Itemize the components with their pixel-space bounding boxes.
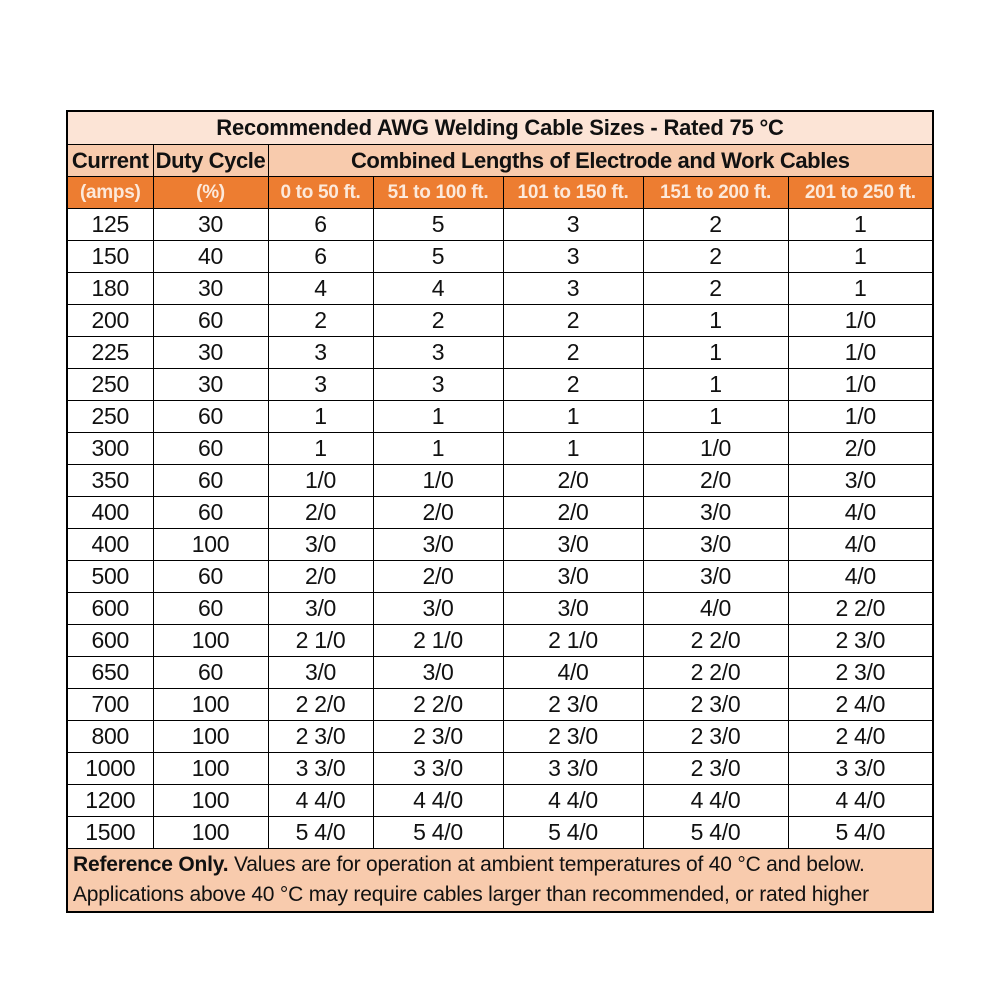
duty-cycle-cell: 30 bbox=[153, 273, 268, 305]
percent-unit-header: (%) bbox=[153, 177, 268, 209]
table-row bbox=[67, 209, 933, 241]
cable-size-cell: 3/0 bbox=[268, 657, 373, 689]
table-row bbox=[67, 753, 933, 785]
table-row bbox=[67, 273, 933, 305]
cable-size-cell: 3/0 bbox=[788, 465, 933, 497]
cable-size-cell: 1 bbox=[643, 401, 788, 433]
cable-size-cell: 3 bbox=[503, 209, 643, 241]
table-title-row bbox=[67, 111, 933, 145]
footnote-text: Values are for operation at ambient temperatures of 40 °C and below. Applications above 40 °C may require cables larger than recommended, or rated higher bbox=[73, 853, 869, 906]
cable-size-cell: 5 4/0 bbox=[643, 817, 788, 849]
table-title: Recommended AWG Welding Cable Sizes - Rated 75 °C bbox=[67, 111, 933, 145]
cable-size-cell: 1 bbox=[268, 433, 373, 465]
cable-size-cell: 3/0 bbox=[643, 529, 788, 561]
cable-size-cell: 2 2/0 bbox=[643, 657, 788, 689]
cable-size-cell: 2 3/0 bbox=[788, 657, 933, 689]
current-cell: 250 bbox=[67, 369, 153, 401]
table-header bbox=[67, 111, 933, 209]
cable-size-cell: 1/0 bbox=[643, 433, 788, 465]
duty-cycle-cell: 100 bbox=[153, 721, 268, 753]
current-cell: 180 bbox=[67, 273, 153, 305]
cable-size-cell: 2 3/0 bbox=[503, 689, 643, 721]
current-cell: 600 bbox=[67, 625, 153, 657]
cable-size-cell: 5 bbox=[373, 209, 503, 241]
duty-cycle-cell: 60 bbox=[153, 497, 268, 529]
cable-size-cell: 1 bbox=[643, 337, 788, 369]
cable-size-cell: 1/0 bbox=[788, 369, 933, 401]
cable-size-cell: 4 4/0 bbox=[643, 785, 788, 817]
table-row bbox=[67, 529, 933, 561]
current-column-header: Current bbox=[67, 145, 153, 177]
cable-size-cell: 2 bbox=[643, 241, 788, 273]
current-cell: 400 bbox=[67, 497, 153, 529]
table-row bbox=[67, 785, 933, 817]
cable-size-cell: 3/0 bbox=[268, 593, 373, 625]
footnote-bold-label: Reference Only. bbox=[73, 853, 229, 876]
cable-size-cell: 4/0 bbox=[788, 529, 933, 561]
cable-size-cell: 1 bbox=[788, 273, 933, 305]
combined-lengths-header: Combined Lengths of Electrode and Work Cables bbox=[268, 145, 933, 177]
table-row bbox=[67, 657, 933, 689]
cable-size-cell: 4 4/0 bbox=[373, 785, 503, 817]
table-body bbox=[67, 209, 933, 849]
cable-size-cell: 2/0 bbox=[373, 561, 503, 593]
duty-cycle-cell: 100 bbox=[153, 689, 268, 721]
cable-size-cell: 3 3/0 bbox=[268, 753, 373, 785]
current-cell: 125 bbox=[67, 209, 153, 241]
cable-size-cell: 2/0 bbox=[268, 497, 373, 529]
table-row bbox=[67, 497, 933, 529]
duty-cycle-cell: 100 bbox=[153, 625, 268, 657]
cable-size-cell: 4/0 bbox=[503, 657, 643, 689]
current-cell: 500 bbox=[67, 561, 153, 593]
cable-size-cell: 1/0 bbox=[268, 465, 373, 497]
cable-size-cell: 3 bbox=[373, 369, 503, 401]
table-row bbox=[67, 689, 933, 721]
duty-cycle-cell: 100 bbox=[153, 529, 268, 561]
cable-size-cell: 3/0 bbox=[373, 657, 503, 689]
cable-size-cell: 2 1/0 bbox=[373, 625, 503, 657]
cable-size-cell: 3/0 bbox=[643, 561, 788, 593]
duty-cycle-cell: 30 bbox=[153, 369, 268, 401]
current-cell: 1200 bbox=[67, 785, 153, 817]
table-row bbox=[67, 401, 933, 433]
duty-cycle-cell: 100 bbox=[153, 785, 268, 817]
cable-size-cell: 5 4/0 bbox=[788, 817, 933, 849]
current-cell: 700 bbox=[67, 689, 153, 721]
cable-size-cell: 2 bbox=[503, 305, 643, 337]
current-cell: 150 bbox=[67, 241, 153, 273]
cable-size-cell: 3/0 bbox=[503, 593, 643, 625]
duty-cycle-cell: 30 bbox=[153, 337, 268, 369]
awg-cable-size-table bbox=[66, 110, 934, 913]
cable-size-cell: 2 3/0 bbox=[788, 625, 933, 657]
table-row bbox=[67, 561, 933, 593]
cable-size-cell: 4/0 bbox=[788, 561, 933, 593]
current-cell: 350 bbox=[67, 465, 153, 497]
cable-size-cell: 2 1/0 bbox=[268, 625, 373, 657]
cable-size-cell: 2 bbox=[503, 337, 643, 369]
current-cell: 600 bbox=[67, 593, 153, 625]
current-cell: 200 bbox=[67, 305, 153, 337]
duty-cycle-cell: 60 bbox=[153, 305, 268, 337]
cable-size-cell: 4 4/0 bbox=[788, 785, 933, 817]
cable-size-cell: 2 4/0 bbox=[788, 721, 933, 753]
duty-cycle-cell: 40 bbox=[153, 241, 268, 273]
duty-cycle-column-header: Duty Cycle bbox=[153, 145, 268, 177]
duty-cycle-cell: 60 bbox=[153, 657, 268, 689]
footnote-row bbox=[67, 849, 933, 913]
cable-size-cell: 6 bbox=[268, 209, 373, 241]
cable-size-cell: 2 3/0 bbox=[643, 753, 788, 785]
duty-cycle-cell: 60 bbox=[153, 465, 268, 497]
cable-size-cell: 2 3/0 bbox=[643, 721, 788, 753]
current-cell: 650 bbox=[67, 657, 153, 689]
cable-size-cell: 2/0 bbox=[643, 465, 788, 497]
cable-size-cell: 1 bbox=[643, 305, 788, 337]
duty-cycle-cell: 60 bbox=[153, 401, 268, 433]
cable-size-cell: 2 1/0 bbox=[503, 625, 643, 657]
table-row bbox=[67, 721, 933, 753]
length-range-header-201-250: 201 to 250 ft. bbox=[788, 177, 933, 209]
cable-size-cell: 2 3/0 bbox=[643, 689, 788, 721]
table-row bbox=[67, 337, 933, 369]
current-cell: 800 bbox=[67, 721, 153, 753]
cable-size-cell: 2/0 bbox=[788, 433, 933, 465]
cable-size-cell: 2/0 bbox=[503, 497, 643, 529]
cable-size-cell: 1 bbox=[788, 209, 933, 241]
cable-size-cell: 2/0 bbox=[373, 497, 503, 529]
table-row bbox=[67, 625, 933, 657]
cable-size-cell: 3 bbox=[503, 241, 643, 273]
cable-size-cell: 5 bbox=[373, 241, 503, 273]
duty-cycle-cell: 60 bbox=[153, 433, 268, 465]
duty-cycle-cell: 100 bbox=[153, 753, 268, 785]
cable-size-cell: 5 4/0 bbox=[503, 817, 643, 849]
cable-size-cell: 1/0 bbox=[788, 305, 933, 337]
table-row bbox=[67, 305, 933, 337]
duty-cycle-cell: 60 bbox=[153, 593, 268, 625]
cable-size-cell: 3 bbox=[503, 273, 643, 305]
footnote-cell bbox=[67, 849, 933, 913]
cable-size-cell: 4 bbox=[268, 273, 373, 305]
cable-size-cell: 4/0 bbox=[788, 497, 933, 529]
amps-unit-header: (amps) bbox=[67, 177, 153, 209]
cable-size-cell: 5 4/0 bbox=[268, 817, 373, 849]
table-row bbox=[67, 465, 933, 497]
cable-size-cell: 3/0 bbox=[643, 497, 788, 529]
length-range-header-151-200: 151 to 200 ft. bbox=[643, 177, 788, 209]
cable-size-cell: 2 3/0 bbox=[268, 721, 373, 753]
cable-size-cell: 1 bbox=[788, 241, 933, 273]
current-cell: 1500 bbox=[67, 817, 153, 849]
cable-size-cell: 2 4/0 bbox=[788, 689, 933, 721]
duty-cycle-cell: 100 bbox=[153, 817, 268, 849]
cable-size-cell: 3 bbox=[373, 337, 503, 369]
cable-size-cell: 3 3/0 bbox=[373, 753, 503, 785]
cable-size-cell: 2 2/0 bbox=[373, 689, 503, 721]
cable-size-cell: 3 3/0 bbox=[788, 753, 933, 785]
cable-size-cell: 2 3/0 bbox=[503, 721, 643, 753]
cable-size-cell: 3 bbox=[268, 337, 373, 369]
table-row bbox=[67, 593, 933, 625]
current-cell: 225 bbox=[67, 337, 153, 369]
cable-size-cell: 3/0 bbox=[268, 529, 373, 561]
cable-size-cell: 2 bbox=[503, 369, 643, 401]
cable-size-cell: 2 2/0 bbox=[643, 625, 788, 657]
table-footer bbox=[67, 849, 933, 913]
cable-size-cell: 1/0 bbox=[788, 401, 933, 433]
current-cell: 1000 bbox=[67, 753, 153, 785]
cable-size-cell: 2 3/0 bbox=[373, 721, 503, 753]
cable-size-cell: 6 bbox=[268, 241, 373, 273]
length-range-header-0-50: 0 to 50 ft. bbox=[268, 177, 373, 209]
cable-size-cell: 3 3/0 bbox=[503, 753, 643, 785]
cable-size-cell: 1 bbox=[503, 401, 643, 433]
cable-size-cell: 4 4/0 bbox=[503, 785, 643, 817]
cable-size-cell: 2 2/0 bbox=[268, 689, 373, 721]
table-row bbox=[67, 817, 933, 849]
cable-size-cell: 2 bbox=[643, 273, 788, 305]
cable-size-cell: 4/0 bbox=[643, 593, 788, 625]
cable-size-cell: 3 bbox=[268, 369, 373, 401]
cable-size-cell: 2/0 bbox=[503, 465, 643, 497]
table-row bbox=[67, 433, 933, 465]
table-row bbox=[67, 241, 933, 273]
sub-header-row bbox=[67, 177, 933, 209]
length-range-header-51-100: 51 to 100 ft. bbox=[373, 177, 503, 209]
duty-cycle-cell: 30 bbox=[153, 209, 268, 241]
cable-size-cell: 1 bbox=[268, 401, 373, 433]
cable-size-cell: 3/0 bbox=[503, 561, 643, 593]
cable-size-cell: 3/0 bbox=[373, 593, 503, 625]
cable-size-cell: 1/0 bbox=[373, 465, 503, 497]
cable-size-cell: 1 bbox=[643, 369, 788, 401]
current-cell: 400 bbox=[67, 529, 153, 561]
cable-size-cell: 1/0 bbox=[788, 337, 933, 369]
cable-size-cell: 4 bbox=[373, 273, 503, 305]
cable-size-cell: 1 bbox=[373, 401, 503, 433]
cable-size-cell: 2 bbox=[643, 209, 788, 241]
cable-size-cell: 5 4/0 bbox=[373, 817, 503, 849]
cable-size-cell: 2 2/0 bbox=[788, 593, 933, 625]
duty-cycle-cell: 60 bbox=[153, 561, 268, 593]
current-cell: 250 bbox=[67, 401, 153, 433]
cable-size-cell: 3/0 bbox=[503, 529, 643, 561]
current-cell: 300 bbox=[67, 433, 153, 465]
length-range-header-101-150: 101 to 150 ft. bbox=[503, 177, 643, 209]
cable-size-cell: 2 bbox=[373, 305, 503, 337]
column-group-row bbox=[67, 145, 933, 177]
cable-size-cell: 4 4/0 bbox=[268, 785, 373, 817]
cable-size-cell: 3/0 bbox=[373, 529, 503, 561]
cable-size-cell: 2 bbox=[268, 305, 373, 337]
cable-size-cell: 2/0 bbox=[268, 561, 373, 593]
cable-size-cell: 1 bbox=[373, 433, 503, 465]
table-row bbox=[67, 369, 933, 401]
cable-size-cell: 1 bbox=[503, 433, 643, 465]
